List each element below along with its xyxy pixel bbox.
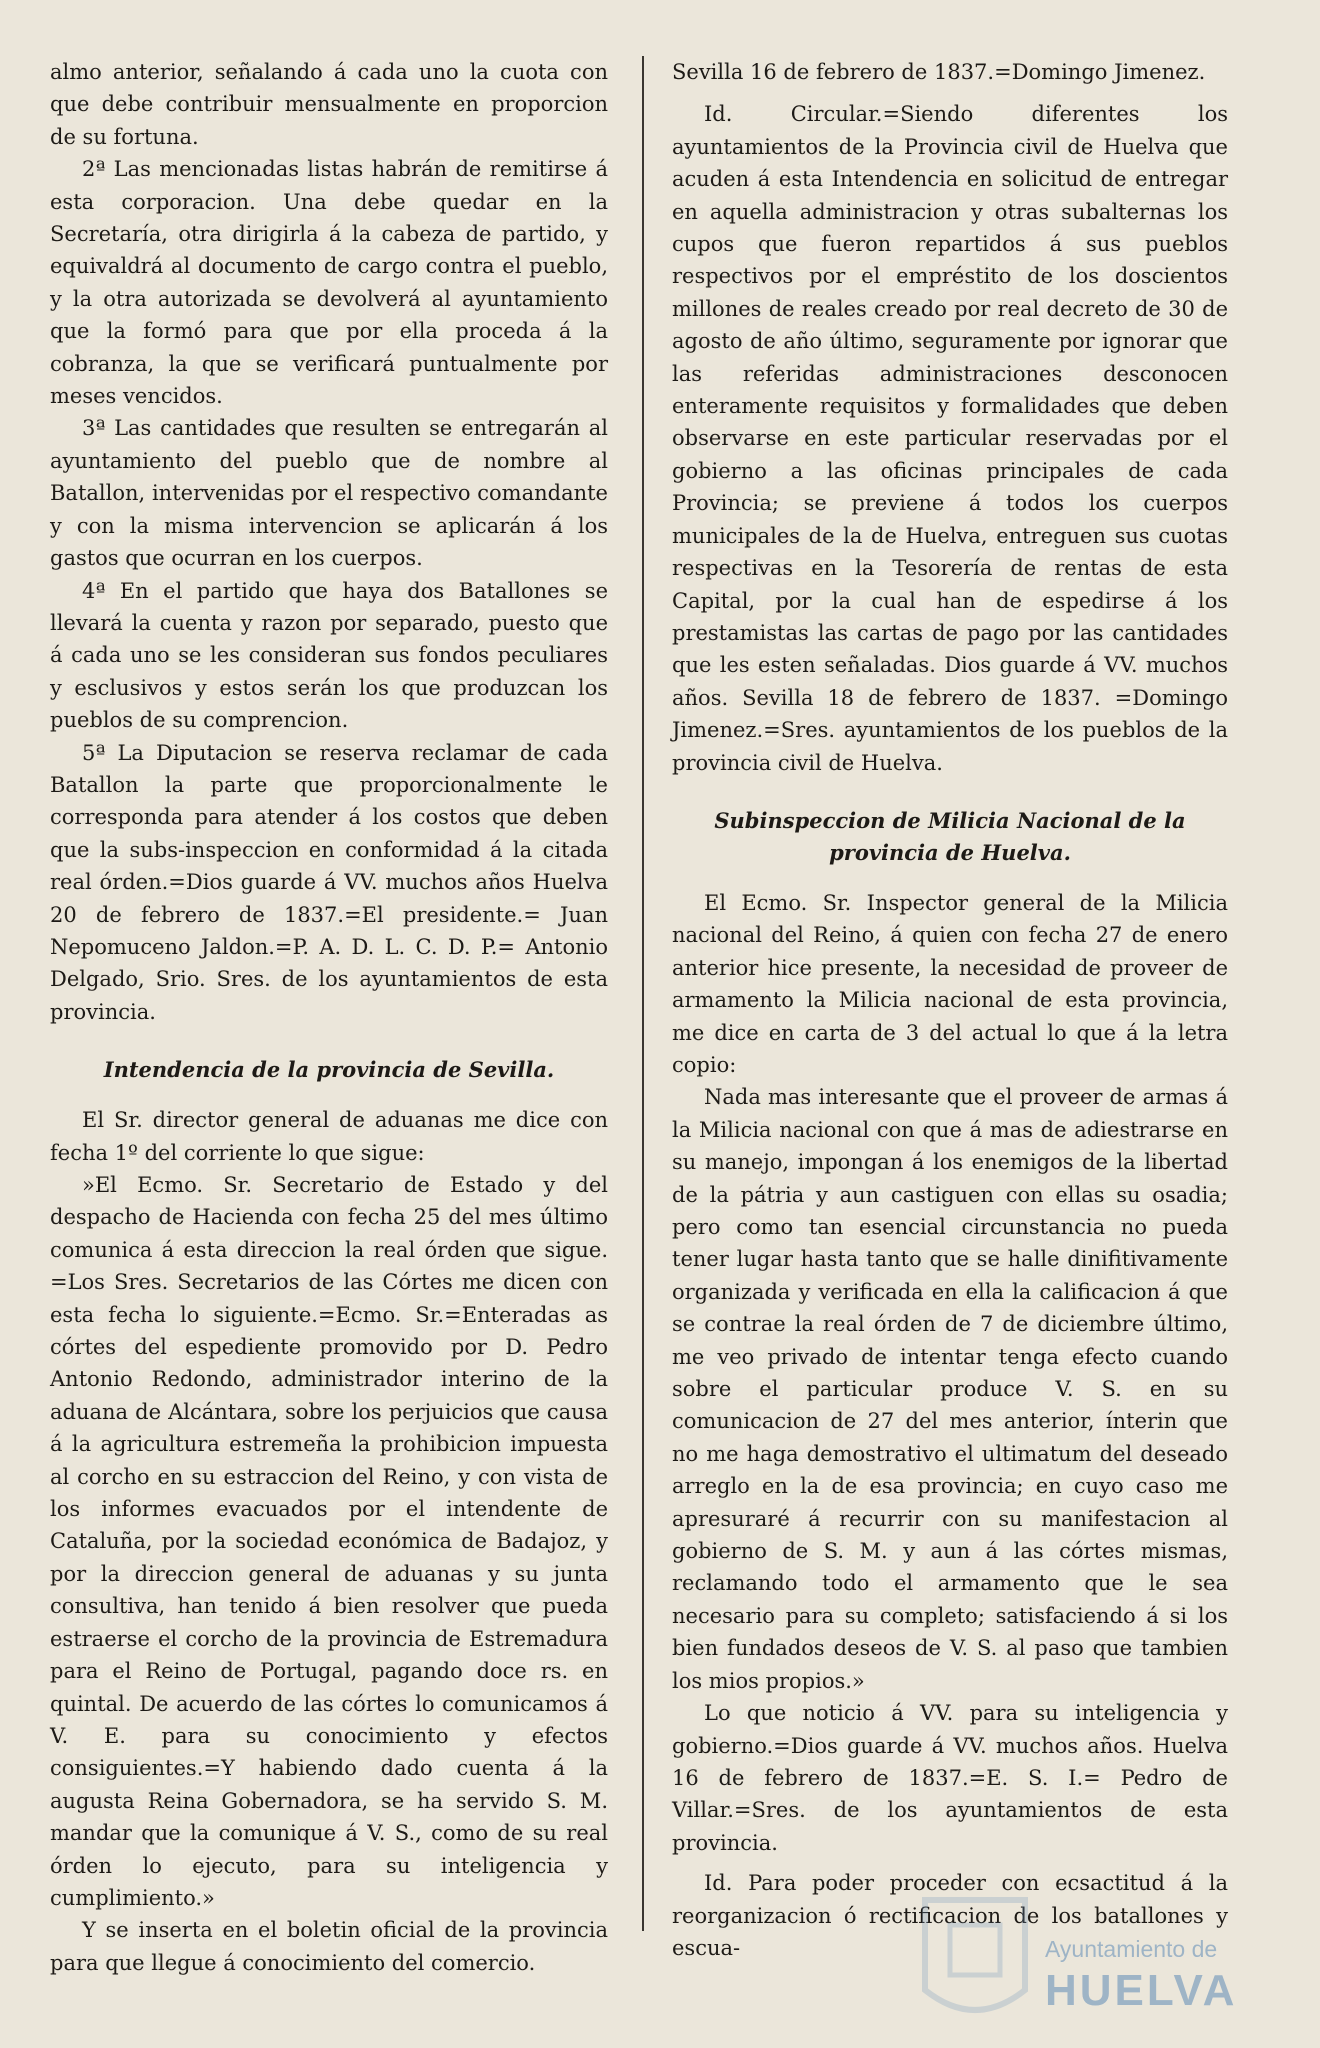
coat-of-arms-watermark-icon [905,1890,1238,2040]
section-heading: Intendencia de la provincia de Sevilla. [103,1057,555,1083]
watermark-text: HUELVA [1045,1966,1238,2015]
paragraph: El Sr. director general de aduanas me dice con fecha 1º del corriente lo que sigue: [50,1108,608,1165]
paragraph: 5ª La Diputacion se reserva reclamar de cada Batallon la parte que proporcionalmente le corresponda para atender á los costos que deben que la subs-inspeccion en conformidad á la citada real órden.=Dios guarde á VV. muchos años Huelva 20 de febrero de 1837.=El presidente.= Juan Nepomuceno Jaldon.=P. A. D. L. C. D. P.= Antonio Delgado, Srio. Sres. de los ayuntamientos de esta provincia. [50,740,608,1024]
left-column [50,56,608,1979]
paragraph: Sevilla 16 de febrero de 1837.=Domingo Jimenez. [672,60,1206,84]
paragraph: Y se inserta en el boletin oficial de la provincia para que llegue á conocimiento del comercio. [50,1918,608,1975]
right-column [672,56,1228,1964]
paragraph: »El Ecmo. Sr. Secretario de Estado y del despacho de Hacienda con fecha 25 del mes último comunica á esta direccion la real órden que sigue. =Los Sres. Secretarios de las Córtes me dicen con esta fecha lo siguiente.=Ecmo. Sr.=Enteradas as córtes del espediente promovido por D. Pedro Antonio Redondo, administrador interino de la aduana de Alcántara, sobre los perjuicios que causa á la agricultura estremeña la prohibicion impuesta al corcho en su estraccion del Reino, y con vista de los informes evacuados por el intendente de Cataluña, por la sociedad económica de Badajoz, y por la direccion general de aduanas y su junta consultiva, han tenido á bien resolver que pueda estraerse el corcho de la provincia de Estremadura para el Reino de Portugal, pagando doce rs. en quintal. De acuerdo de las córtes lo comunicamos á V. E. para su conocimiento y efectos consiguientes.=Y habiendo dado cuenta á la augusta Reina Gobernadora, se ha servido S. M. mandar que la comunique á V. S., como de su real órden lo ejecuto, para su inteligencia y cumplimiento.» [50,1173,608,1910]
paragraph: El Ecmo. Sr. Inspector general de la Milicia nacional del Reino, á quien con fecha 27 de enero anterior hice presente, la necesidad de proveer de armamento la Milicia nacional de esta provincia, me dice en carta de 3 del actual lo que á la letra copio: [672,890,1228,1077]
paragraph: Id. Circular.=Siendo diferentes los ayuntamientos de la Provincia civil de Huelva que acuden á esta Intendencia en solicitud de entregar en aquella administracion y otras subalternas los cupos que fueron repartidos á sus pueblos respectivos por el empréstito de los doscientos millones de reales creado por real decreto de 30 de agosto de año último, seguramente por ignorar que las referidas administraciones desconocen enteramente requisitos y formalidades que deben observarse en este particular reservadas por el gobierno a las oficinas principales de cada Provincia; se previene á todos los cuerpos municipales de la de Huelva, entreguen sus cuotas respectivas en la Tesorería de rentas de esta Capital, por la cual han de espedirse á los prestamistas las cartas de pago por las cantidades que les esten señaladas. Dios guarde á VV. muchos años. Sevilla 18 de febrero de 1837. =Domingo Jimenez.=Sres. ayuntamientos de los pueblos de la provincia civil de Huelva. [672,102,1228,775]
paragraph: 2ª Las mencionadas listas habrán de remitirse á esta corporacion. Una debe quedar en la Secretaría, otra dirigirla á la cabeza de partido, y equivaldrá al documento de cargo contra el pueblo, y la otra autorizada se devolverá al ayuntamiento que la formó para que por ella proceda á la cobranza, la que se verificará puntualmente por meses vencidos. [50,157,608,409]
paragraph: almo anterior, señalando á cada uno la cuota con que debe contribuir mensualmente en proporcion de su fortuna. [50,60,608,149]
section-heading: Subinspeccion de Milicia Nacional de la provincia de Huelva. [714,807,1186,865]
paragraph: 4ª En el partido que haya dos Batallones se llevará la cuenta y razon por separado, puesto que á cada uno se les consideran sus fondos peculiares y esclusivos y estos serán los que produzcan los pueblos de su comprencion. [50,578,608,733]
paragraph: Nada mas interesante que el proveer de armas á la Milicia nacional con que á mas de adiestrarse en su manejo, impongan á los enemigos de la libertad de la pátria y aun castiguen con ellas su osadia; pero como tan esencial circunstancia no pueda tener lugar hasta tanto que se halle dinifitivamente organizada y verificada en ella la calificacion á que se contrae la real órden de 7 de diciembre último, me veo privado de intentar tenga efecto cuando sobre el particular produce V. S. en su comunicacion de 27 del mes anterior, ínterin que no me haga demostrativo el ultimatum del deseado arreglo en la de esa provincia; en cuyo caso me apresuraré á recurrir con su manifestacion al gobierno de S. M. y aun á las córtes mismas, reclamando todo el armamento que le sea necesario para su completo; satisfaciendo á si los bien fundados deseos de V. S. al paso que tambien los mios propios.» [672,1085,1228,1693]
watermark-text: Ayuntamiento de [1045,1936,1218,1962]
paragraph: Id. Para poder proceder con ecsactitud á la reorganizacion ó rectificacion de los batallones y escua- [672,1871,1228,1960]
paragraph: Lo que noticio á VV. para su inteligencia y gobierno.=Dios guarde á VV. muchos años. Huelva 16 de febrero de 1837.=E. S. I.= Pedro de Villar.=Sres. de los ayuntamientos de esta provincia. [672,1701,1228,1855]
column-divider [642,56,644,1931]
paragraph: 3ª Las cantidades que resulten se entregarán al ayuntamiento del pueblo que de nombre al Batallon, intervenidas por el respectivo comandante y con la misma intervencion se aplicarán á los gastos que ocurran en los cuerpos. [50,416,608,571]
